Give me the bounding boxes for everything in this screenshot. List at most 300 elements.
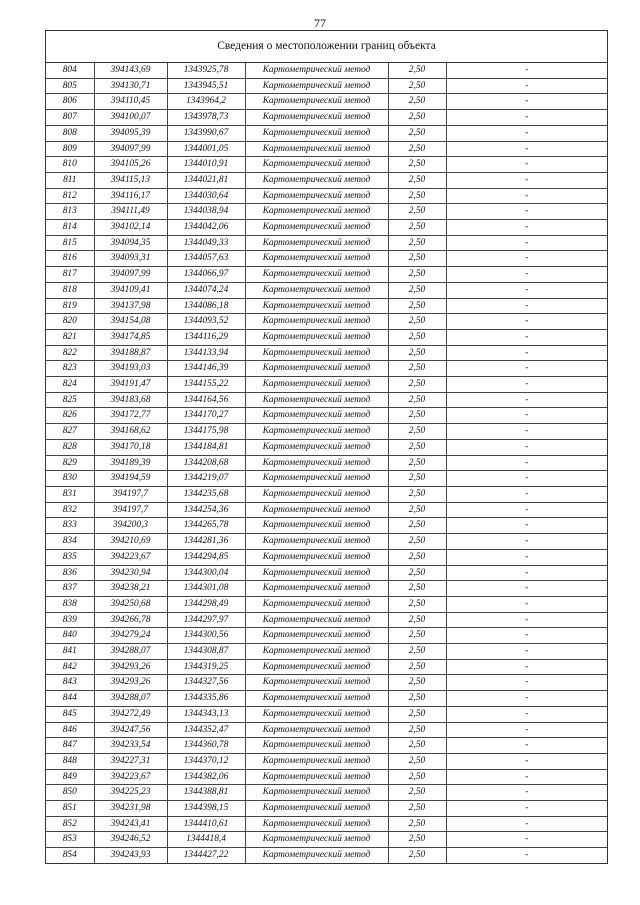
accuracy-cell: 2,50 [388,329,446,345]
y-coordinate-cell: 1344370,12 [167,753,245,769]
table-row [46,267,607,283]
x-coordinate-cell: 394250,68 [94,596,167,612]
table-row [46,785,607,801]
table-row [46,408,607,424]
y-coordinate-cell: 1344164,56 [167,392,245,408]
x-coordinate-cell: 394197,7 [94,486,167,502]
point-number-cell: 826 [46,408,94,424]
method-cell: Картометрический метод [245,675,388,691]
y-coordinate-cell: 1344343,13 [167,706,245,722]
x-coordinate-cell: 394172,77 [94,408,167,424]
method-cell: Картометрический метод [245,581,388,597]
x-coordinate-cell: 394243,93 [94,848,167,863]
method-cell: Картометрический метод [245,549,388,565]
method-cell: Картометрический метод [245,345,388,361]
accuracy-cell: 2,50 [388,534,446,550]
description-cell: - [446,251,607,267]
x-coordinate-cell: 394238,21 [94,581,167,597]
x-coordinate-cell: 394111,49 [94,204,167,220]
point-number-cell: 850 [46,785,94,801]
point-number-cell: 806 [46,94,94,110]
y-coordinate-cell: 1344281,36 [167,534,245,550]
table-row [46,220,607,236]
x-coordinate-cell: 394174,85 [94,329,167,345]
method-cell: Картометрический метод [245,691,388,707]
y-coordinate-cell: 1344219,07 [167,471,245,487]
method-cell: Картометрический метод [245,644,388,660]
point-number-cell: 843 [46,675,94,691]
y-coordinate-cell: 1344093,52 [167,314,245,330]
x-coordinate-cell: 394210,69 [94,534,167,550]
y-coordinate-cell: 1344116,29 [167,329,245,345]
table-row [46,392,607,408]
y-coordinate-cell: 1344184,81 [167,439,245,455]
point-number-cell: 841 [46,644,94,660]
x-coordinate-cell: 394293,26 [94,659,167,675]
x-coordinate-cell: 394231,98 [94,801,167,817]
point-number-cell: 810 [46,157,94,173]
table-row [46,329,607,345]
point-number-cell: 814 [46,220,94,236]
accuracy-cell: 2,50 [388,565,446,581]
table-row [46,659,607,675]
point-number-cell: 827 [46,424,94,440]
point-number-cell: 815 [46,235,94,251]
x-coordinate-cell: 394272,49 [94,706,167,722]
description-cell: - [446,314,607,330]
point-number-cell: 849 [46,769,94,785]
y-coordinate-cell: 1344301,08 [167,581,245,597]
table-row [46,644,607,660]
table-row [46,612,607,628]
y-coordinate-cell: 1344057,63 [167,251,245,267]
point-number-cell: 842 [46,659,94,675]
table-row [46,502,607,518]
point-number-cell: 835 [46,549,94,565]
x-coordinate-cell: 394102,14 [94,220,167,236]
table-row [46,471,607,487]
accuracy-cell: 2,50 [388,596,446,612]
y-coordinate-cell: 1343990,67 [167,125,245,141]
y-coordinate-cell: 1344066,97 [167,267,245,283]
accuracy-cell: 2,50 [388,612,446,628]
y-coordinate-cell: 1344001,05 [167,141,245,157]
method-cell: Картометрический метод [245,377,388,393]
accuracy-cell: 2,50 [388,549,446,565]
accuracy-cell: 2,50 [388,125,446,141]
point-number-cell: 819 [46,298,94,314]
table-row [46,596,607,612]
point-number-cell: 829 [46,455,94,471]
method-cell: Картометрический метод [245,314,388,330]
accuracy-cell: 2,50 [388,691,446,707]
accuracy-cell: 2,50 [388,78,446,94]
y-coordinate-cell: 1344427,22 [167,848,245,863]
table-row [46,769,607,785]
accuracy-cell: 2,50 [388,832,446,848]
point-number-cell: 837 [46,581,94,597]
point-number-cell: 830 [46,471,94,487]
table-row [46,204,607,220]
point-number-cell: 822 [46,345,94,361]
point-number-cell: 851 [46,801,94,817]
method-cell: Картометрический метод [245,361,388,377]
method-cell: Картометрический метод [245,753,388,769]
method-cell: Картометрический метод [245,220,388,236]
table-row [46,298,607,314]
table-row [46,455,607,471]
method-cell: Картометрический метод [245,439,388,455]
accuracy-cell: 2,50 [388,204,446,220]
point-number-cell: 836 [46,565,94,581]
description-cell: - [446,361,607,377]
method-cell: Картометрический метод [245,518,388,534]
description-cell: - [446,439,607,455]
description-cell: - [446,612,607,628]
description-cell: - [446,282,607,298]
x-coordinate-cell: 394279,24 [94,628,167,644]
method-cell: Картометрический метод [245,157,388,173]
description-cell: - [446,502,607,518]
method-cell: Картометрический метод [245,534,388,550]
y-coordinate-cell: 1344038,94 [167,204,245,220]
x-coordinate-cell: 394191,47 [94,377,167,393]
method-cell: Картометрический метод [245,251,388,267]
description-cell: - [446,377,607,393]
y-coordinate-cell: 1344021,81 [167,172,245,188]
description-cell: - [446,675,607,691]
x-coordinate-cell: 394183,68 [94,392,167,408]
point-number-cell: 825 [46,392,94,408]
accuracy-cell: 2,50 [388,220,446,236]
accuracy-cell: 2,50 [388,345,446,361]
accuracy-cell: 2,50 [388,706,446,722]
y-coordinate-cell: 1344146,39 [167,361,245,377]
method-cell: Картометрический метод [245,188,388,204]
point-number-cell: 831 [46,486,94,502]
point-number-cell: 816 [46,251,94,267]
y-coordinate-cell: 1344300,04 [167,565,245,581]
description-cell: - [446,565,607,581]
table-row [46,691,607,707]
point-number-cell: 847 [46,738,94,754]
x-coordinate-cell: 394095,39 [94,125,167,141]
accuracy-cell: 2,50 [388,377,446,393]
accuracy-cell: 2,50 [388,94,446,110]
table-row [46,172,607,188]
method-cell: Картометрический метод [245,502,388,518]
method-cell: Картометрический метод [245,848,388,863]
x-coordinate-cell: 394093,31 [94,251,167,267]
table-row [46,424,607,440]
accuracy-cell: 2,50 [388,471,446,487]
x-coordinate-cell: 394097,99 [94,141,167,157]
table-row [46,706,607,722]
point-number-cell: 809 [46,141,94,157]
point-number-cell: 839 [46,612,94,628]
description-cell: - [446,220,607,236]
accuracy-cell: 2,50 [388,235,446,251]
method-cell: Картометрический метод [245,785,388,801]
description-cell: - [446,157,607,173]
description-cell: - [446,329,607,345]
description-cell: - [446,549,607,565]
description-cell: - [446,518,607,534]
description-cell: - [446,644,607,660]
y-coordinate-cell: 1344297,97 [167,612,245,628]
point-number-cell: 853 [46,832,94,848]
accuracy-cell: 2,50 [388,644,446,660]
x-coordinate-cell: 394115,13 [94,172,167,188]
method-cell: Картометрический метод [245,565,388,581]
accuracy-cell: 2,50 [388,486,446,502]
x-coordinate-cell: 394143,69 [94,63,167,78]
y-coordinate-cell: 1344010,91 [167,157,245,173]
description-cell: - [446,581,607,597]
description-cell: - [446,486,607,502]
table-title: Сведения о местоположении границ объекта [46,31,607,63]
point-number-cell: 821 [46,329,94,345]
x-coordinate-cell: 394194,59 [94,471,167,487]
method-cell: Картометрический метод [245,110,388,126]
table-row [46,565,607,581]
point-number-cell: 848 [46,753,94,769]
description-cell: - [446,596,607,612]
coordinates-table [46,63,607,863]
x-coordinate-cell: 394223,67 [94,549,167,565]
description-cell: - [446,424,607,440]
description-cell: - [446,235,607,251]
table-row [46,753,607,769]
method-cell: Картометрический метод [245,801,388,817]
point-number-cell: 811 [46,172,94,188]
boundary-table-sheet [45,30,608,864]
point-number-cell: 838 [46,596,94,612]
table-row [46,722,607,738]
description-cell: - [446,534,607,550]
point-number-cell: 828 [46,439,94,455]
accuracy-cell: 2,50 [388,439,446,455]
table-row [46,738,607,754]
method-cell: Картометрический метод [245,78,388,94]
point-number-cell: 812 [46,188,94,204]
point-number-cell: 813 [46,204,94,220]
method-cell: Картометрический метод [245,204,388,220]
y-coordinate-cell: 1344265,78 [167,518,245,534]
x-coordinate-cell: 394288,07 [94,691,167,707]
y-coordinate-cell: 1344388,81 [167,785,245,801]
method-cell: Картометрический метод [245,125,388,141]
method-cell: Картометрический метод [245,329,388,345]
point-number-cell: 818 [46,282,94,298]
x-coordinate-cell: 394247,56 [94,722,167,738]
table-row [46,345,607,361]
accuracy-cell: 2,50 [388,188,446,204]
y-coordinate-cell: 1344398,15 [167,801,245,817]
x-coordinate-cell: 394230,94 [94,565,167,581]
table-row [46,235,607,251]
accuracy-cell: 2,50 [388,816,446,832]
description-cell: - [446,345,607,361]
y-coordinate-cell: 1343945,51 [167,78,245,94]
accuracy-cell: 2,50 [388,581,446,597]
x-coordinate-cell: 394188,87 [94,345,167,361]
method-cell: Картометрический метод [245,738,388,754]
table-row [46,486,607,502]
accuracy-cell: 2,50 [388,392,446,408]
accuracy-cell: 2,50 [388,738,446,754]
description-cell: - [446,188,607,204]
table-row [46,157,607,173]
accuracy-cell: 2,50 [388,282,446,298]
method-cell: Картометрический метод [245,769,388,785]
table-row [46,549,607,565]
accuracy-cell: 2,50 [388,157,446,173]
y-coordinate-cell: 1344410,61 [167,816,245,832]
x-coordinate-cell: 394288,07 [94,644,167,660]
point-number-cell: 844 [46,691,94,707]
table-row [46,816,607,832]
point-number-cell: 820 [46,314,94,330]
accuracy-cell: 2,50 [388,141,446,157]
table-row [46,848,607,863]
point-number-cell: 807 [46,110,94,126]
description-cell: - [446,769,607,785]
description-cell: - [446,141,607,157]
x-coordinate-cell: 394193,03 [94,361,167,377]
point-number-cell: 824 [46,377,94,393]
x-coordinate-cell: 394293,26 [94,675,167,691]
description-cell: - [446,204,607,220]
y-coordinate-cell: 1344335,86 [167,691,245,707]
method-cell: Картометрический метод [245,471,388,487]
description-cell: - [446,172,607,188]
x-coordinate-cell: 394266,78 [94,612,167,628]
x-coordinate-cell: 394227,31 [94,753,167,769]
x-coordinate-cell: 394094,35 [94,235,167,251]
method-cell: Картометрический метод [245,832,388,848]
accuracy-cell: 2,50 [388,518,446,534]
y-coordinate-cell: 1343978,73 [167,110,245,126]
accuracy-cell: 2,50 [388,314,446,330]
y-coordinate-cell: 1344308,87 [167,644,245,660]
table-row [46,675,607,691]
table-row [46,377,607,393]
accuracy-cell: 2,50 [388,785,446,801]
x-coordinate-cell: 394097,99 [94,267,167,283]
accuracy-cell: 2,50 [388,769,446,785]
page-number: 77 [314,16,326,30]
method-cell: Картометрический метод [245,722,388,738]
y-coordinate-cell: 1344300,56 [167,628,245,644]
method-cell: Картометрический метод [245,141,388,157]
table-row [46,534,607,550]
y-coordinate-cell: 1344382,06 [167,769,245,785]
method-cell: Картометрический метод [245,63,388,78]
point-number-cell: 845 [46,706,94,722]
table-row [46,282,607,298]
accuracy-cell: 2,50 [388,63,446,78]
x-coordinate-cell: 394200,3 [94,518,167,534]
y-coordinate-cell: 1344155,22 [167,377,245,393]
accuracy-cell: 2,50 [388,251,446,267]
y-coordinate-cell: 1344074,24 [167,282,245,298]
y-coordinate-cell: 1344319,25 [167,659,245,675]
y-coordinate-cell: 1344208,68 [167,455,245,471]
point-number-cell: 852 [46,816,94,832]
point-number-cell: 832 [46,502,94,518]
description-cell: - [446,753,607,769]
method-cell: Картометрический метод [245,455,388,471]
method-cell: Картометрический метод [245,424,388,440]
description-cell: - [446,816,607,832]
y-coordinate-cell: 1344254,36 [167,502,245,518]
accuracy-cell: 2,50 [388,502,446,518]
accuracy-cell: 2,50 [388,298,446,314]
table-row [46,63,607,78]
method-cell: Картометрический метод [245,596,388,612]
method-cell: Картометрический метод [245,282,388,298]
x-coordinate-cell: 394100,07 [94,110,167,126]
table-row [46,439,607,455]
description-cell: - [446,298,607,314]
table-row [46,628,607,644]
point-number-cell: 804 [46,63,94,78]
point-number-cell: 833 [46,518,94,534]
accuracy-cell: 2,50 [388,455,446,471]
description-cell: - [446,471,607,487]
accuracy-cell: 2,50 [388,801,446,817]
x-coordinate-cell: 394246,52 [94,832,167,848]
method-cell: Картометрический метод [245,267,388,283]
x-coordinate-cell: 394189,39 [94,455,167,471]
y-coordinate-cell: 1344133,94 [167,345,245,361]
description-cell: - [446,706,607,722]
description-cell: - [446,722,607,738]
y-coordinate-cell: 1344170,27 [167,408,245,424]
table-row [46,188,607,204]
method-cell: Картометрический метод [245,628,388,644]
description-cell: - [446,801,607,817]
x-coordinate-cell: 394243,41 [94,816,167,832]
table-row [46,801,607,817]
description-cell: - [446,110,607,126]
table-row [46,251,607,267]
description-cell: - [446,455,607,471]
y-coordinate-cell: 1343964,2 [167,94,245,110]
table-row [46,832,607,848]
description-cell: - [446,78,607,94]
method-cell: Картометрический метод [245,94,388,110]
x-coordinate-cell: 394137,98 [94,298,167,314]
y-coordinate-cell: 1344294,85 [167,549,245,565]
accuracy-cell: 2,50 [388,753,446,769]
x-coordinate-cell: 394130,71 [94,78,167,94]
y-coordinate-cell: 1344030,64 [167,188,245,204]
coordinates-table-body [46,63,607,863]
table-row [46,94,607,110]
accuracy-cell: 2,50 [388,267,446,283]
x-coordinate-cell: 394110,45 [94,94,167,110]
description-cell: - [446,392,607,408]
y-coordinate-cell: 1344352,47 [167,722,245,738]
table-row [46,141,607,157]
description-cell: - [446,94,607,110]
method-cell: Картометрический метод [245,235,388,251]
description-cell: - [446,659,607,675]
x-coordinate-cell: 394109,41 [94,282,167,298]
x-coordinate-cell: 394105,26 [94,157,167,173]
